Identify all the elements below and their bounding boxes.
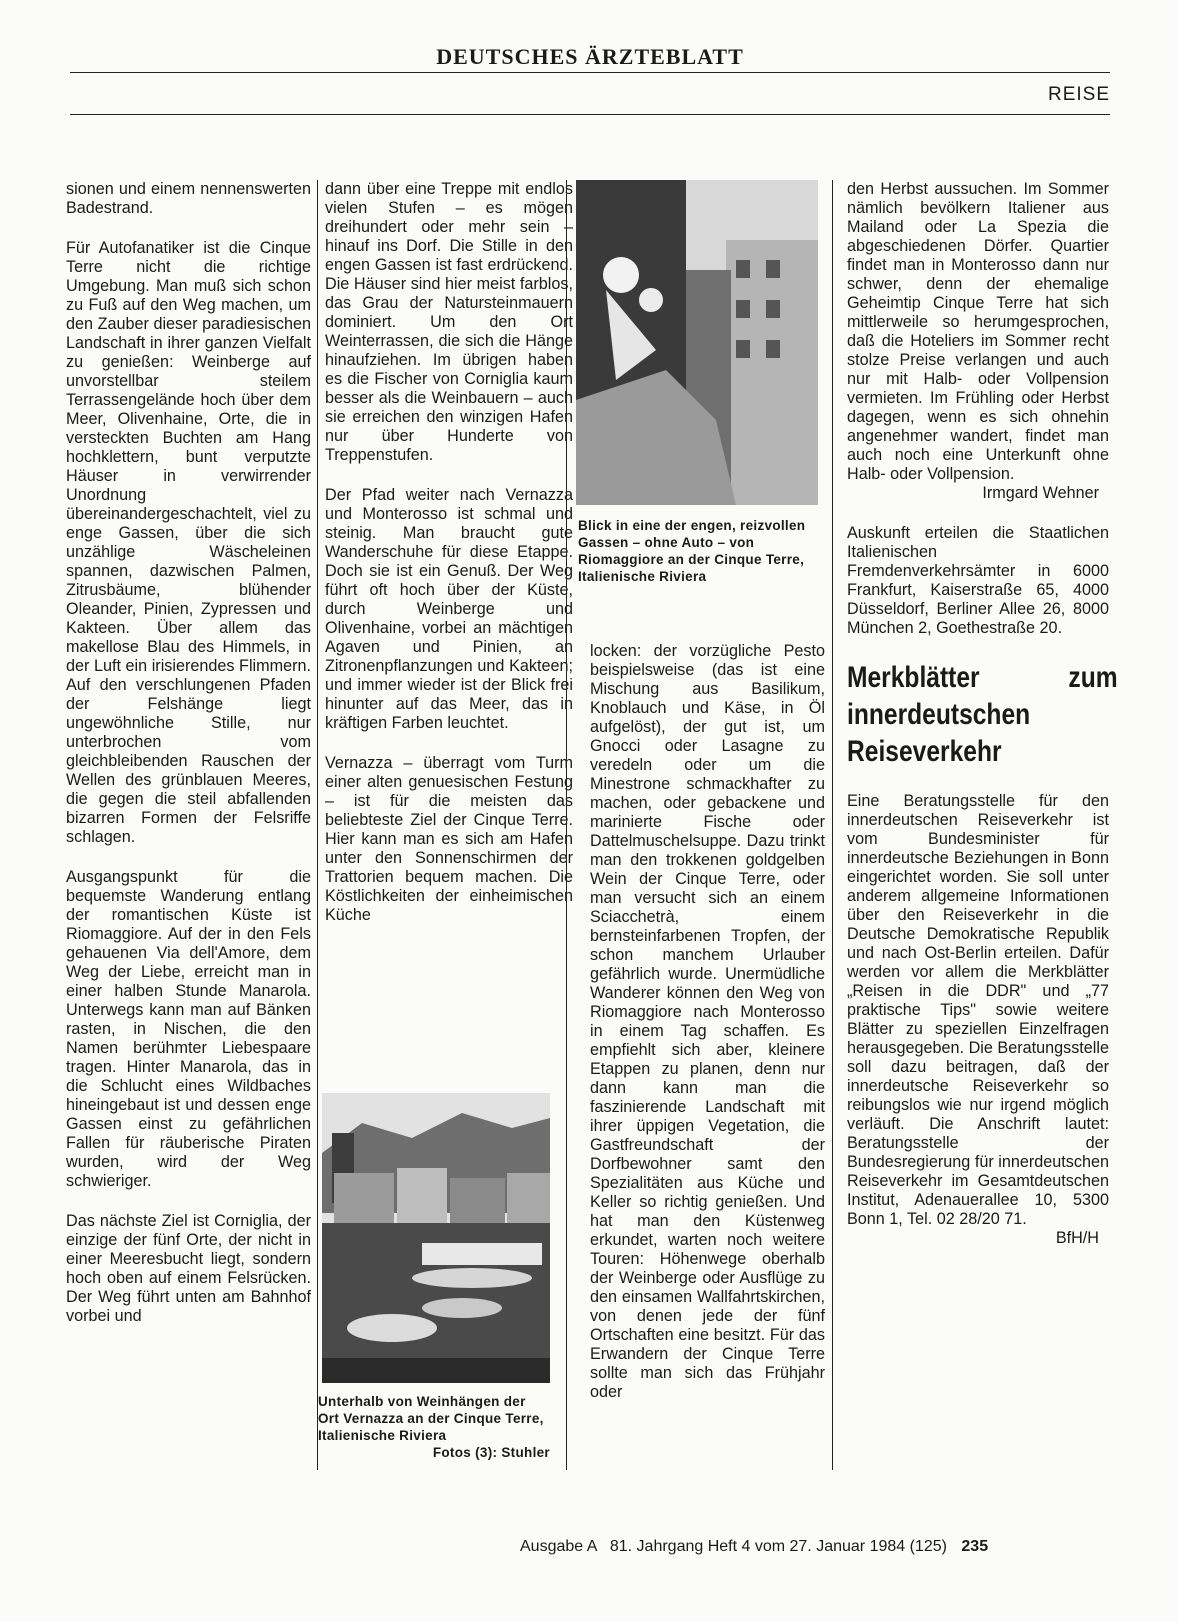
column-1 xyxy=(66,180,311,1326)
paragraph: Der Pfad weiter nach Vernazza und Monterosso ist schmal und steinig. Man braucht gute Wanderschuhe für diese Etappe. Doch sie ist ein Genuß. Der Weg führt oft hoch über der Küste, durch Weinberge und Olivenhaine, vorbei an mächtigen Agaven und Pinien, an Zitronenpflanzungen und Kakteen; und immer wieder ist der Blick frei hinunter auf das Meer, das in kräftigen Farben leuchtet. xyxy=(325,486,573,732)
photo-caption-bottom: Unterhalb von Weinhängen der Ort Vernazza an der Cinque Terre, Italienische Riviera Fotos (3): Stuhler xyxy=(318,1394,550,1460)
paragraph: locken: der vorzügliche Pesto beispielsweise (das ist eine Mischung aus Basilikum, Knoblauch und Käse, in Öl aufgelöst), der gut ist, um Gnocci oder Lasagne zu veredeln oder um die Minestrone schmackhafter zu machen, oder gebackene und marinierte Fische oder Dattelmuschelsuppe. Dazu trinkt man den trokkenen goldgelben Wein der Cinque Terre, oder man versucht sich an einem Sciacchetrà, einem bernsteinfarbenen Tropfen, der schon manchem Urlauber gefährlich wurde. Unermüdliche Wanderer können den Weg von Riomaggiore nach Monterosso in einem Tag schaffen. Es empfiehlt sich aber, kleinere Etappen zu planen, denn nur dann kann man die faszinierende Landschaft mit ihrer üppigen Vegetation, die Gastfreundschaft der Dorfbewohner samt den Spezialitäten aus Küche und Keller so richtig genießen. Und hat man den Küstenweg erkundet, warten noch weitere Touren: Höhenwege oberhalb der Weinberge oder Ausflüge zu den einsamen Wallfahrtskirchen, von denen jede der fünf Ortschaften eine besitzt. Für das Erwandern der Cinque Terre sollte man sich das Frühjahr oder xyxy=(590,642,825,1401)
alley-photo-illustration xyxy=(576,180,818,505)
paragraph: Vernazza – überragt vom Turm einer alten genuesischen Festung – ist für die meisten das beliebteste Ziel der Cinque Terre. Hier kann man es sich am Hafen unter den Sonnenschirmen der Trattorien bequem machen. Die Köstlichkeiten der einheimischen Küche xyxy=(325,754,573,924)
photo-riomaggiore xyxy=(576,180,818,505)
article-headline: Merkblätter zum innerdeutschen Reiseverkehr xyxy=(847,661,1118,768)
column-divider xyxy=(832,180,833,1470)
masthead: DEUTSCHES ÄRZTEBLATT xyxy=(436,44,744,69)
page-number: 235 xyxy=(961,1538,989,1555)
section-rule xyxy=(70,114,1110,115)
paragraph: dann über eine Treppe mit endlos vielen Stufen – es mögen dreihundert oder mehr sein – hinauf ins Dorf. Die Stille in den engen Gassen ist fast erdrückend. Die Häuser sind hier meist farblos, das Grau der Natursteinmauern dominiert. Um den Ort Weinterrassen, die sich die Hänge hinaufziehen. Im übrigen haben es die Fischer von Corniglia kaum besser als die Weinbauern – auch sie erreichen den winzigen Hafen nur über Hunderte von Treppenstufen. xyxy=(325,180,573,464)
top-rule xyxy=(70,72,1110,73)
paragraph: sionen und einem nennenswerten Badestrand. xyxy=(66,180,311,217)
column-divider xyxy=(566,180,567,1470)
paragraph: Auskunft erteilen die Staatlichen Italienischen Fremdenverkehrsämter in 6000 Frankfurt, Kaiserstraße 65, 4000 Düsseldorf, Berliner Allee 26, 8000 München 2, Goethestraße 20. xyxy=(847,524,1109,637)
paragraph: den Herbst aussuchen. Im Sommer nämlich bevölkern Italiener aus Mailand oder La Spezia die abgeschiedenen Dörfer. Quartier findet man in Monterosso dann nur schwer, denn der ehemalige Geheimtip Cinque Terre hat sich mittlerweile so herumgesprochen, daß die Hoteliers im Sommer recht stolze Preise verlangen und auch nur mit Halb- oder Vollpension vermieten. Im Frühling oder Herbst dagegen, wenn es sich ohnehin angenehmer wandert, findet man auch noch eine Unterkunft ohne Halb- oder Vollpension. xyxy=(847,180,1109,483)
column-4 xyxy=(847,180,1118,1248)
photo-vernazza xyxy=(322,1093,550,1383)
paragraph: Das nächste Ziel ist Corniglia, der einzige der fünf Orte, der nicht in einer Meeresbucht liegt, sondern hoch oben auf einem Felsrücken. Der Weg führt unten am Bahnhof vorbei und xyxy=(66,1212,311,1325)
source-signature: BfH/H xyxy=(1055,1229,1099,1247)
column-divider xyxy=(317,180,318,1470)
photo-caption-top: Blick in eine der engen, reizvollen Gassen – ohne Auto – von Riomaggiore an der Cinque Terre, Italienische Riviera xyxy=(578,518,806,584)
paragraph: Eine Beratungsstelle für den innerdeutschen Reiseverkehr ist vom Bundesminister für innerdeutsche Beziehungen in Bonn eingerichtet worden. Sie soll unter anderem allgemeine Informationen über den Reiseverkehr in die Deutsche Demokratische Republik und nach Ost-Berlin erteilen. Dafür werden vor allem die Merkblätter „Reisen in die DDR" und „77 praktische Tips" sowie weitere Blätter zu speziellen Einzelfragen herausgegeben. Die Beratungsstelle soll dazu beitragen, daß der innerdeutsche Reiseverkehr so reibungslos wie nur irgend möglich verläuft. Die Anschrift lautet: Beratungsstelle der Bundesregierung für innerdeutschen Reiseverkehr im Gesamtdeutschen Institut, Adenauerallee 10, 5300 Bonn 1, Tel. 02 28/20 71. xyxy=(847,792,1109,1228)
column-2 xyxy=(325,180,573,925)
author-signature: Irmgard Wehner xyxy=(982,484,1099,502)
photo-credit: Fotos (3): Stuhler xyxy=(432,1445,550,1460)
section-label: REISE xyxy=(1047,84,1110,105)
paragraph: Ausgangspunkt für die bequemste Wanderung entlang der romantischen Küste ist Riomaggiore. Auf der in den Fels gehauenen Via dell'Amore, dem Weg der Liebe, erreicht man in einer halben Stunde Manarola. Unterwegs kann man auf Bänken rasten, in Nischen, die den Namen berühmter Liebespaare tragen. Hinter Manarola, das in die Schlucht eines Wildbaches hineingebaut ist und dessen enge Gassen einst zu gefährlichen Fallen für räuberische Piraten wurden, wird der Weg schwieriger. xyxy=(66,868,311,1190)
paragraph: Für Autofanatiker ist die Cinque Terre nicht die richtige Umgebung. Man muß sich schon zu Fuß auf den Weg machen, um den Zauber dieser paradiesischen Landschaft in ihrer ganzen Vielfalt zu genießen: Weinberge auf unvorstellbar steilem Terrassengelände hoch über dem Meer, Olivenhaine, Orte, die in versteckten Buchten am Hang hochklettern, bunt verputzte Häuser in verwirrender Unordnung übereinandergeschachtelt, viel zu enge Gassen, über die sich unzählige Wäscheleinen spannen, dazwischen Palmen, Zitrusbäume, blühender Oleander, Pinien, Zypressen und Kakteen. Über allem das makellose Blau des Himmels, in der Luft ein irisierendes Flimmern. Auf den verschlungenen Pfaden der Felshänge liegt ungewöhnliche Stille, nur unterbrochen vom gleichbleibenden Rauschen der Wellen des grünblauen Meeres, die gegen die steil abfallenden bizarren Formen der Felsriffe schlagen. xyxy=(66,239,311,846)
page-footer xyxy=(520,1538,1110,1556)
harbor-photo-illustration xyxy=(322,1093,550,1383)
issue-info: Ausgabe A 81. Jahrgang Heft 4 vom 27. Januar 1984 (125) xyxy=(520,1538,947,1555)
column-3 xyxy=(590,642,825,1402)
